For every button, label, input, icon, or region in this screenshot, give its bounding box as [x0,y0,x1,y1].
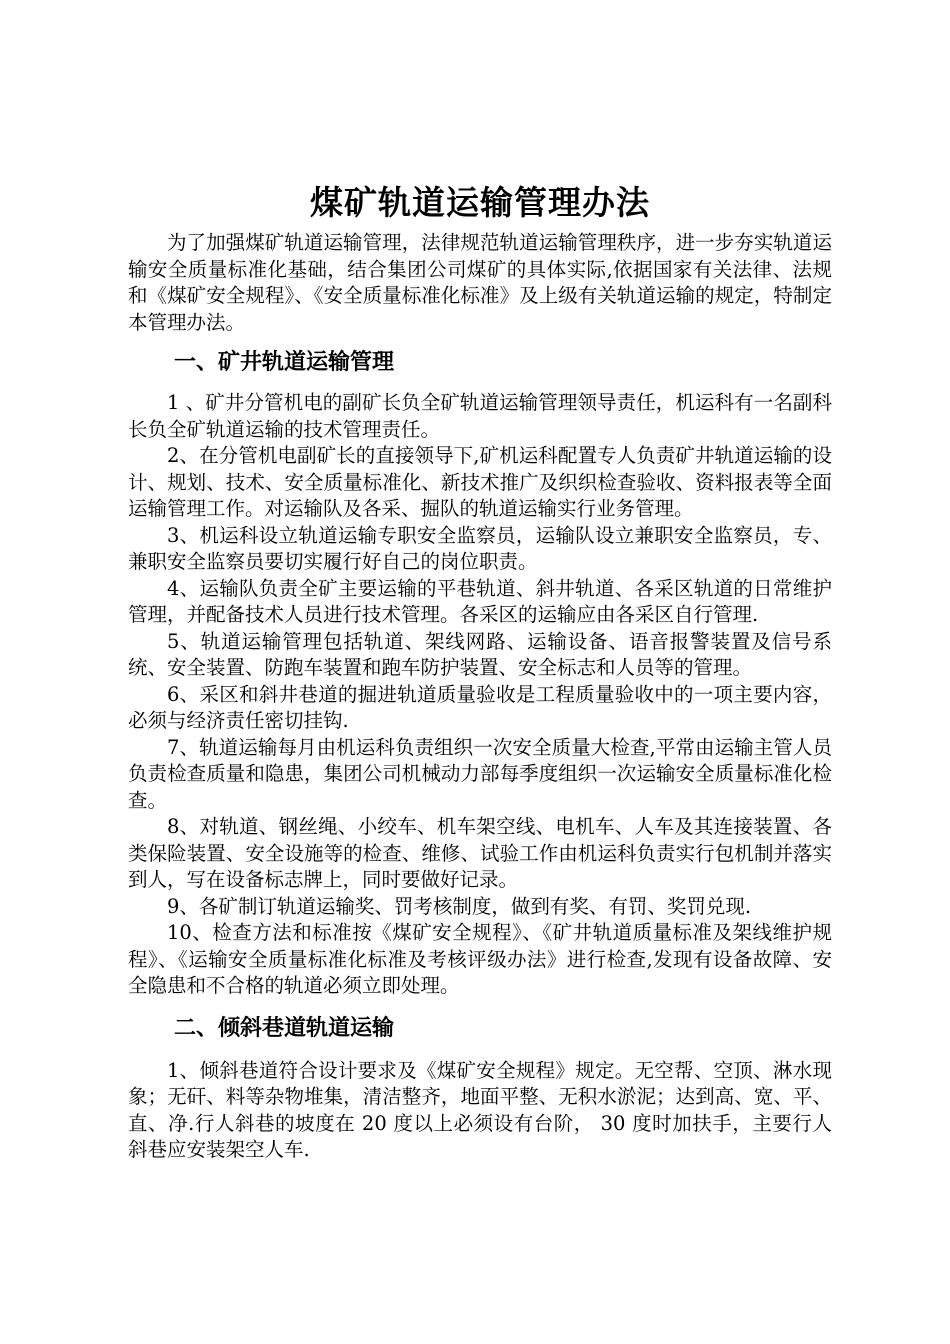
section-heading-2: 二、倾斜巷道轨道运输 [174,1015,395,1041]
section1-item-1: 1 、矿井分管机电的副矿长负全矿轨道运输管理领导责任，机运科有一名副科长负全矿轨道运输的技术管理责任。 [128,391,832,441]
section1-item-8: 8、对轨道、钢丝绳、小绞车、机车架空线、电机车、人车及其连接装置、各类保险装置、安全设施等的检查、维修、试验工作由机运科负责实行包机制并落实到人，写在设备标志牌上，同时要做好记录。 [128,815,832,891]
section1-item-7: 7、轨道运输每月由机运科负责组织一次安全质量大检查,平常由运输主管人员负责检查质量和隐患，集团公司机械动力部每季度组织一次运输安全质量标准化检查。 [128,735,832,812]
section1-item-9: 9、各矿制订轨道运输奖、罚考核制度，做到有奖、有罚、奖罚兑现. [167,894,752,918]
document-title: 煤矿轨道运输管理办法 [310,183,650,222]
section1-item-5: 5、轨道运输管理包括轨道、架线网路、运输设备、语音报警装置及信号系统、安全装置、防跑车装置和跑车防护装置、安全标志和人员等的管理。 [128,629,832,679]
document-page [128,180,832,1164]
section1-item-6: 6、采区和斜井巷道的掘进轨道质量验收是工程质量验收中的一项主要内容，必须与经济责任密切挂钩. [128,682,832,732]
section2-item-1: 1、倾斜巷道符合设计要求及《煤矿安全规程》规定。无空帮、空顶、淋水现象；无矸、料等杂物堆集，清洁整齐，地面平整、无积水淤泥；达到高、宽、平、直、净.行人斜巷的坡度在 20 度以上必须设有台阶， 30 度时加扶手，主要行人斜巷应安装架空人车. [128,1058,832,1161]
section1-item-4: 4、运输队负责全矿主要运输的平巷轨道、斜井轨道、各采区轨道的日常维护管理，并配备技术人员进行技术管理。各采区的运输应由各采区自行管理. [128,576,832,626]
intro-paragraph: 为了加强煤矿轨道运输管理，法律规范轨道运输管理秩序，进一步夯实轨道运输安全质量标准化基础，结合集团公司煤矿的具体实际,依据国家有关法律、法规和《煤矿安全规程》、《安全质量标准化标准》及上级有关轨道运输的规定，特制定本管理办法。 [128,231,832,334]
section1-item-10: 10、检查方法和标准按《煤矿安全规程》、《矿井轨道质量标准及架线维护规程》、《运输安全质量标准化标准及考核评级办法》进行检查,发现有设备故障、安全隐患和不合格的轨道必须立即处理。 [128,921,832,997]
section-heading-1: 一、矿井轨道运输管理 [174,350,395,375]
section1-item-3: 3、机运科设立轨道运输专职安全监察员，运输队设立兼职安全监察员，专、兼职安全监察员要切实履行好自己的岗位职责。 [128,523,832,573]
section1-item-2: 2、在分管机电副矿长的直接领导下,矿机运科配置专人负责矿井轨道运输的设计、规划、技术、安全质量标准化、新技术推广及织织检查验收、资料报表等全面运输管理工作。对运输队及各采、掘队的轨道运输实行业务管理。 [128,444,832,520]
